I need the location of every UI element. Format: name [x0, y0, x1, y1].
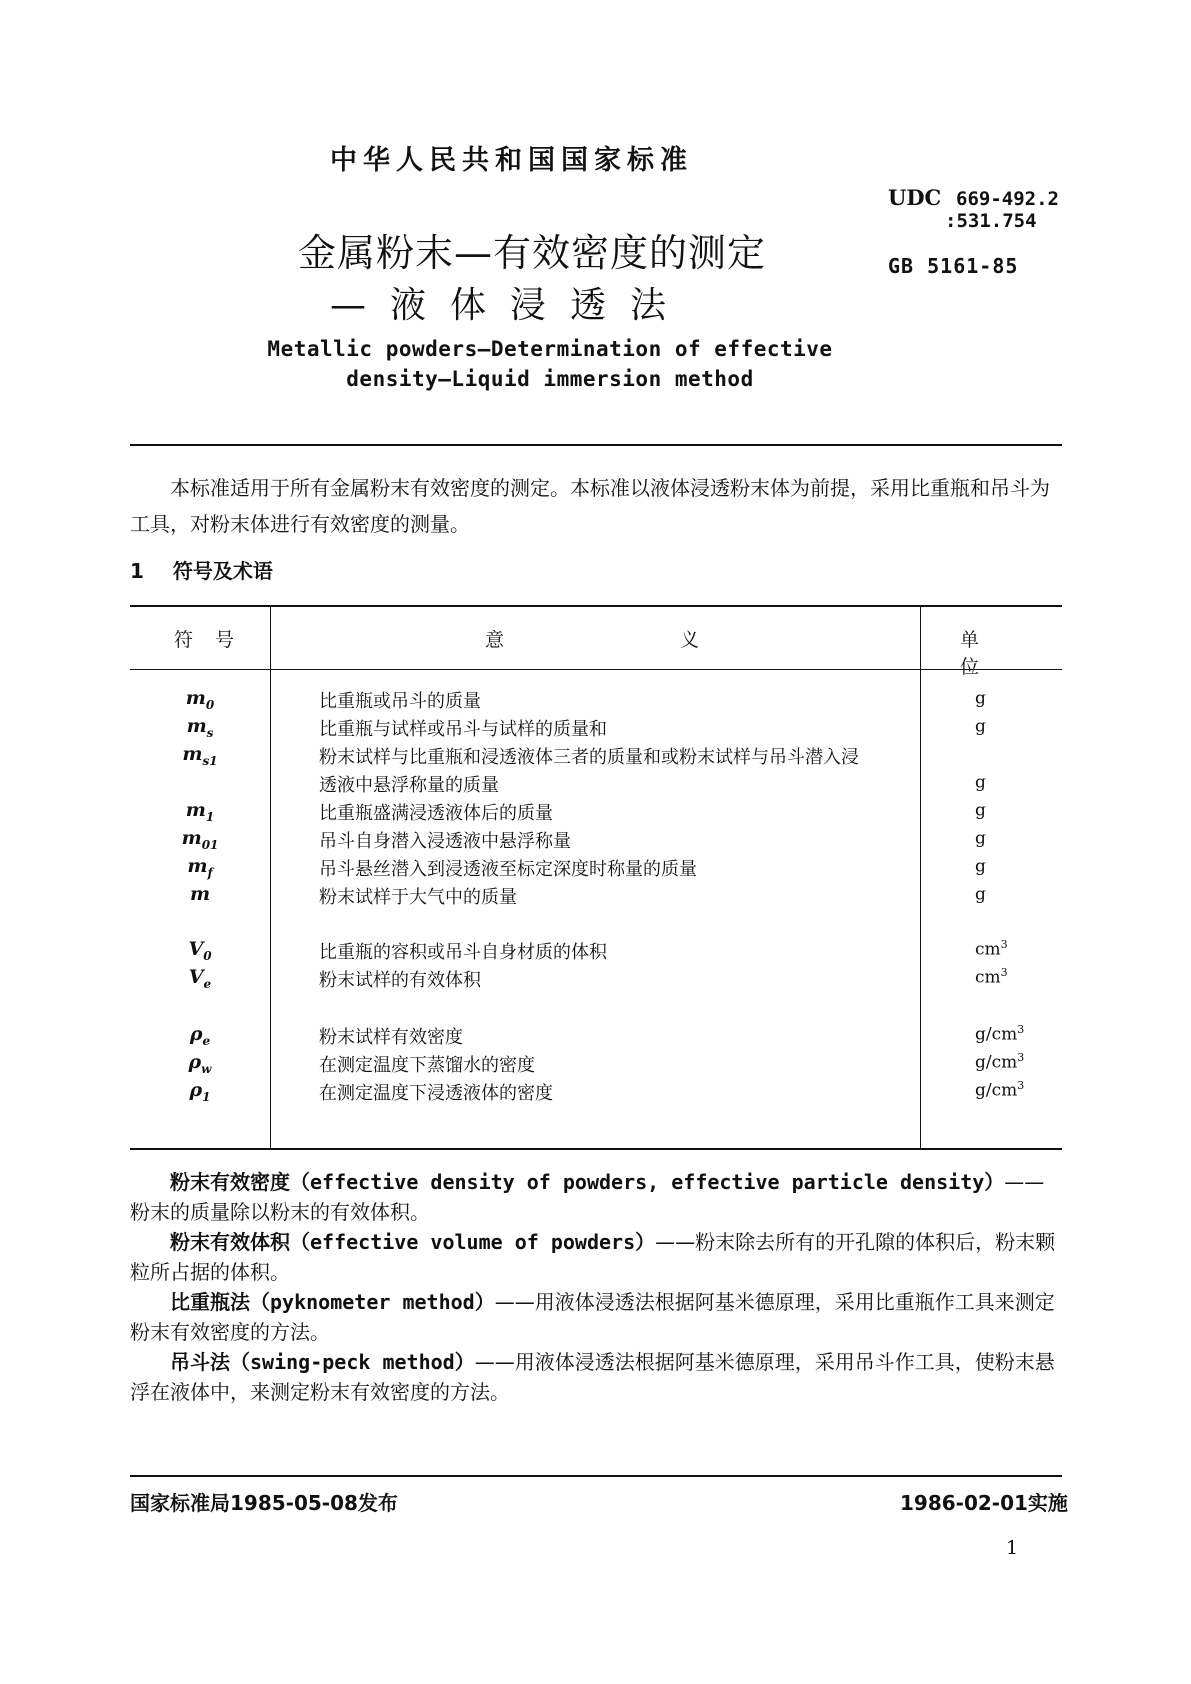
section-title: 符号及术语 — [172, 559, 273, 583]
header-unit: 单位 — [960, 629, 1014, 678]
table-cell-unit: $g/cm^3$ — [975, 1079, 1025, 1101]
header-symbol: 符号 — [174, 629, 257, 651]
table-cell-meaning: 比重瓶或吊斗的质量 — [319, 691, 481, 712]
table-cell-symbol: $\rho_w$ — [188, 1051, 212, 1076]
table-cell-unit: $g/cm^3$ — [975, 1051, 1025, 1073]
table-cell-symbol: $V_0$ — [188, 938, 212, 963]
definition-item — [130, 1347, 1062, 1407]
effective-date: 1986-02-01实施 — [900, 1491, 1068, 1515]
section-number: 1 — [130, 559, 144, 583]
gb-number: GB 5161-85 — [888, 254, 1019, 278]
table-cell-symbol: $m_f$ — [187, 855, 213, 880]
table-cell-symbol: $m_s$ — [186, 715, 214, 740]
table-column-divider — [920, 605, 921, 1150]
table-cell-meaning: 比重瓶与试样或吊斗与试样的质量和 — [319, 719, 607, 740]
section-heading — [130, 555, 273, 584]
table-cell-meaning: 吊斗自身潜入浸透液中悬浮称量 — [319, 831, 571, 852]
definition-item — [130, 1167, 1062, 1227]
table-cell-unit: g — [975, 772, 986, 793]
definition-english: （pyknometer method） — [250, 1290, 495, 1314]
definitions — [130, 1167, 1062, 1407]
subtitle-chinese: —液体浸透法 — [330, 285, 691, 326]
title-chinese: 金属粉末—有效密度的测定 — [298, 231, 767, 275]
udc-code-line1: 669-492.2 — [956, 188, 1059, 210]
definition-item — [130, 1287, 1062, 1347]
table-cell-meaning: 粉末试样有效密度 — [319, 1027, 463, 1048]
definition-text: ——用液体浸透法根据阿基米德原理，采用比重瓶作工具来测定粉末有效密度的方法。 — [130, 1290, 1055, 1344]
symbols-table — [130, 605, 1062, 1150]
definition-term: 吊斗法 — [170, 1350, 230, 1374]
definition-english: （effective volume of powders） — [290, 1230, 656, 1254]
table-cell-meaning: 比重瓶的容积或吊斗自身材质的体积 — [319, 942, 607, 963]
table-cell-meaning: 比重瓶盛满浸透液体后的质量 — [319, 803, 553, 824]
table-cell-unit: $g/cm^3$ — [975, 1023, 1025, 1045]
udc-label: UDC — [888, 185, 942, 210]
table-cell-unit: $cm^3$ — [975, 938, 1008, 960]
table-column-divider — [270, 605, 271, 1150]
definition-item — [130, 1227, 1062, 1287]
top-divider — [130, 444, 1062, 446]
definition-text: ——粉末的质量除以粉末的有效体积。 — [130, 1170, 1045, 1224]
header-meaning: 意义 — [485, 629, 876, 651]
table-cell-unit: g — [975, 828, 986, 849]
page-number: 1 — [1006, 1537, 1019, 1559]
table-cell-symbol: $m_{s1}$ — [182, 743, 218, 768]
table-cell-unit: g — [975, 716, 986, 737]
table-cell-meaning: 粉末试样于大气中的质量 — [319, 887, 517, 908]
table-cell-symbol: $m_0$ — [185, 687, 215, 712]
table-cell-unit: g — [975, 856, 986, 877]
table-cell-meaning: 吊斗悬丝潜入到浸透液至标定深度时称量的质量 — [319, 859, 697, 880]
table-cell-meaning: 粉末试样的有效体积 — [319, 970, 481, 991]
definition-term: 比重瓶法 — [170, 1290, 250, 1314]
intro-paragraph: 本标准适用于所有金属粉末有效密度的测定。本标准以液体浸透粉末体为前提，采用比重瓶和吊斗为工具，对粉末体进行有效密度的测量。 — [130, 476, 1050, 536]
table-cell-symbol: $\rho_1$ — [189, 1079, 211, 1104]
definition-term: 粉末有效密度 — [170, 1170, 290, 1194]
definition-text: ——用液体浸透法根据阿基米德原理，采用吊斗作工具，使粉末悬浮在液体中，来测定粉末有效密度的方法。 — [130, 1350, 1055, 1404]
title-english-line1: Metallic powders—Determination of effective — [267, 337, 833, 361]
table-cell-symbol: $V_e$ — [188, 966, 212, 991]
table-cell-meaning: 透液中悬浮称量的质量 — [319, 775, 499, 796]
table-cell-unit: g — [975, 800, 986, 821]
definition-english: （swing-peck method） — [230, 1350, 475, 1374]
udc-code-line2: :531.754 — [945, 210, 1037, 232]
table-cell-meaning: 在测定温度下蒸馏水的密度 — [319, 1055, 535, 1076]
footer-divider — [130, 1475, 1062, 1477]
table-cell-unit: g — [975, 688, 986, 709]
table-cell-meaning: 粉末试样与比重瓶和浸透液体三者的质量和或粉末试样与吊斗潜入浸 — [319, 747, 859, 768]
table-cell-symbol: m — [189, 883, 211, 905]
definition-term: 粉末有效体积 — [170, 1230, 290, 1254]
table-cell-unit: g — [975, 884, 986, 905]
national-standard-header: 中华人民共和国国家标准 — [330, 145, 693, 176]
table-cell-symbol: $\rho_e$ — [189, 1023, 211, 1048]
table-cell-symbol: $m_1$ — [185, 799, 215, 824]
table-cell-symbol: $m_{01}$ — [181, 827, 219, 852]
definition-english: （effective density of powders, effective particle density） — [290, 1170, 1005, 1194]
issue-date: 国家标准局1985-05-08发布 — [130, 1491, 398, 1515]
definition-text: ——粉末除去所有的开孔隙的体积后，粉末颗粒所占据的体积。 — [130, 1230, 1056, 1284]
table-cell-meaning: 在测定温度下浸透液体的密度 — [319, 1083, 553, 1104]
title-english-line2: density—Liquid immersion method — [346, 367, 754, 391]
table-cell-unit: $cm^3$ — [975, 966, 1008, 988]
